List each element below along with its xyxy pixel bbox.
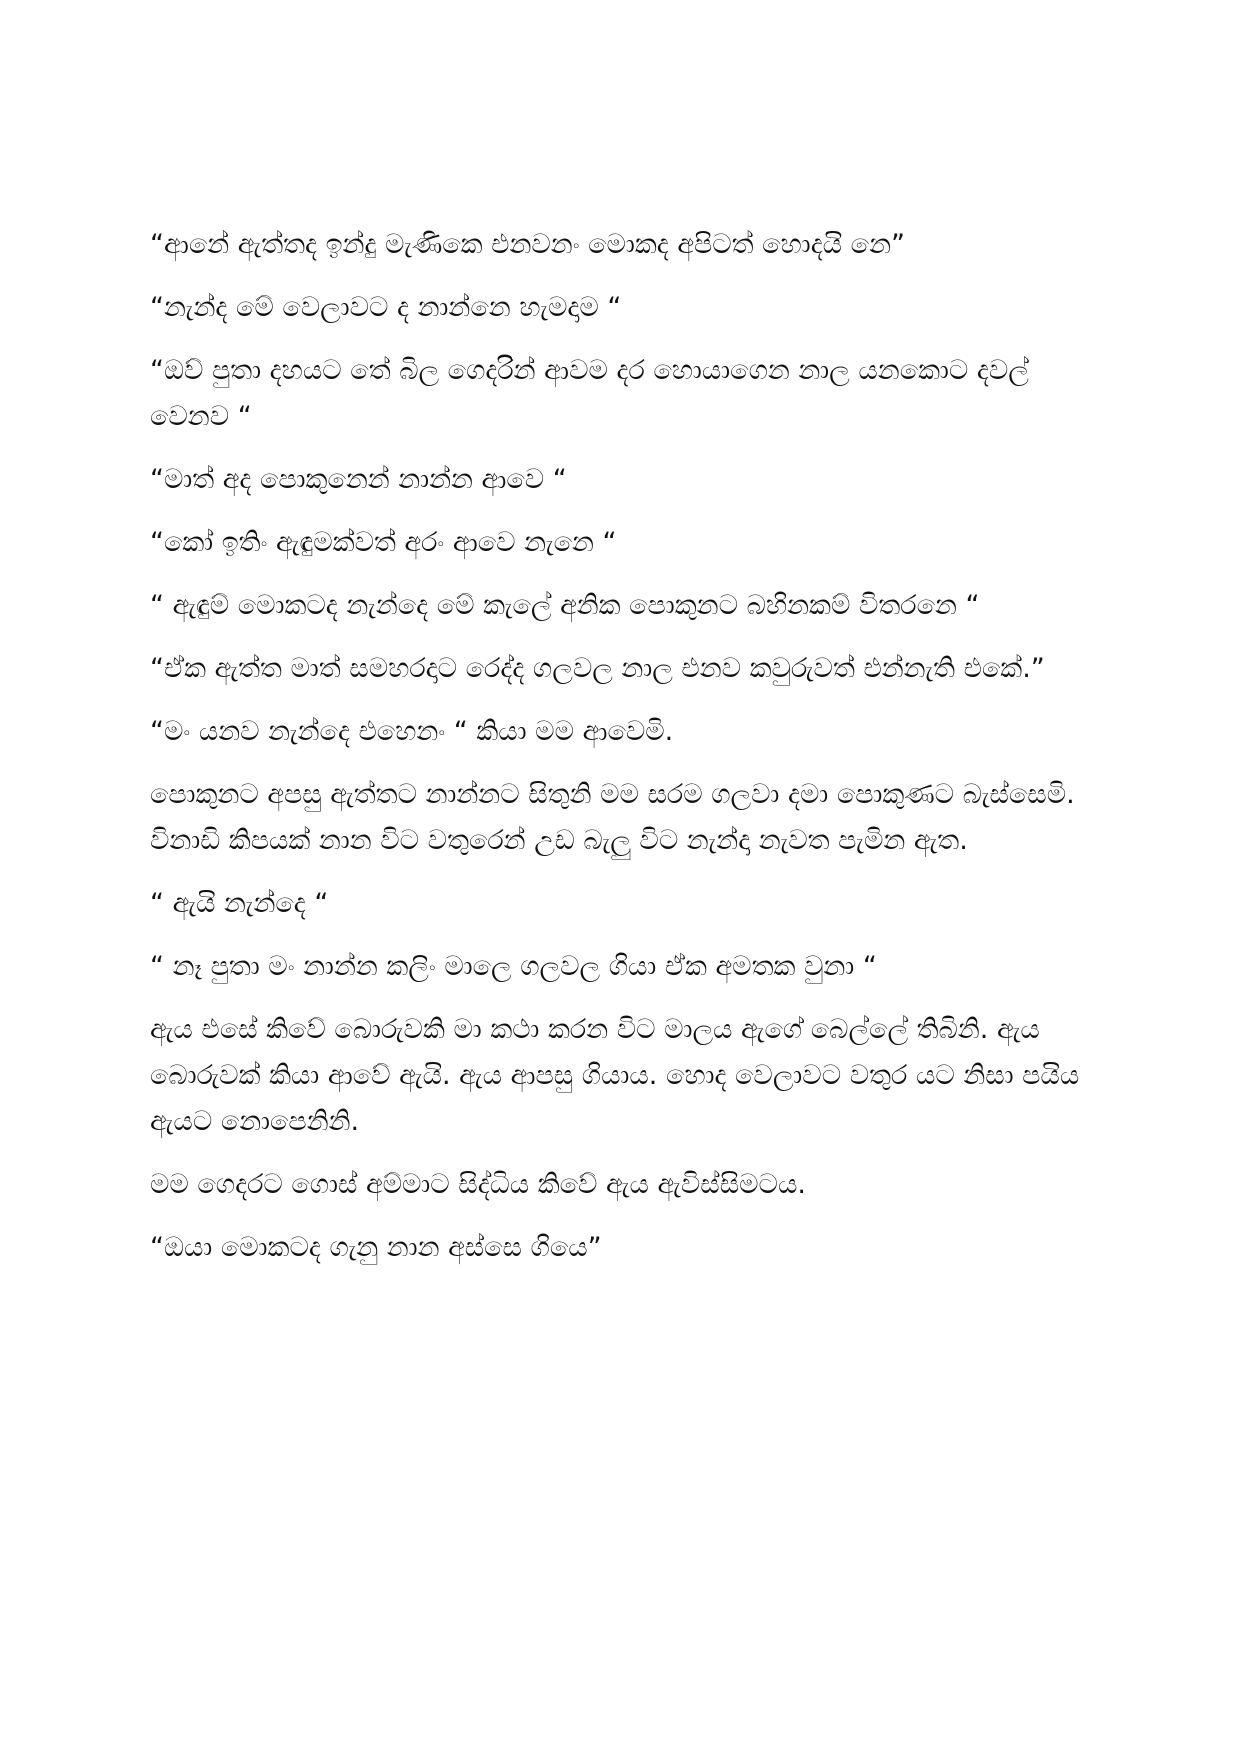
paragraph-5: “කෝ ඉතිං ඇඳුමක්වත් අරං ආවෙ නැනෙ “ bbox=[150, 527, 617, 558]
paragraph-2: “නැන්ද මේ වෙලාවට ද නාන්නෙ හැමදාම “ bbox=[150, 292, 622, 323]
paragraph-8: “මං යනව නැන්දෙ එහෙනං “ කියා මම ආවෙමි. bbox=[150, 716, 674, 747]
paragraph-14: “ඔයා මොකටද ගැනු නාන අස්සෙ ගියෙ” bbox=[150, 1232, 602, 1263]
paragraph-6: “ ඇඳුම් මොකටද නැන්දෙ මේ කැලේ අනික පොකුනට බහිනකම් විතරනෙ “ bbox=[150, 590, 980, 621]
paragraph-4: “මාත් අද පොකුනෙන් නාන්න ආවෙ “ bbox=[150, 464, 567, 495]
paragraph-7: “ඒක ඇත්ත මාත් සමහරදාට රෙද්ද ගලවල නාල එනව කවුරුවත් එන්නැති එකේ.” bbox=[150, 653, 1045, 684]
story-text bbox=[150, 222, 1110, 1288]
paragraph-11: “ නෑ පුතා මං නාන්න කලිං මාලෙ ගලවල ගියා ඒක අමතක වුනා “ bbox=[150, 951, 877, 982]
paragraph-1: “ආනේ ඇත්තද ඉන්දු මැණිකෙ එනවනං මොකද අපිටත් හොදයි නෙ” bbox=[150, 229, 905, 260]
paragraph-13: මම ගෙදරට ගොස් අම්මාට සිද්ධිය කිවේ ඇය ඇවිස්සිමටය. bbox=[150, 1169, 806, 1200]
paragraph-10: “ ඇයි නැන්දෙ “ bbox=[150, 888, 329, 919]
paragraph-9: පොකුනට අපසු ඇත්තට නාන්නට සිතුනි මම සරම ගලවා දමා පොකුණට බැස්සෙමි. විනාඩි කිපයක් නාන විට වතුරෙන් උඩ බැලු විට නැන්දා නැවත පැමින ඇත. bbox=[150, 779, 1075, 856]
paragraph-3: “ඔව් පුතා දහයට තේ බිල ගෙදරින් ආවම දර හොයාගෙන නාල යනකොට දවල් වෙනව “ bbox=[150, 355, 1029, 432]
paragraph-12: ඇය එසේ කිවේ බොරුවකි මා කථා කරන විට මාලය ඇගේ බෙල්ලේ තිබිනි. ඇය බොරුවක් කියා ආවේ ඇයි. ඇය ආපසු ගියාය. හොද වෙලාවට වතුර යට නිසා පයිය ඇයට නොපෙනිනි. bbox=[150, 1014, 1080, 1137]
